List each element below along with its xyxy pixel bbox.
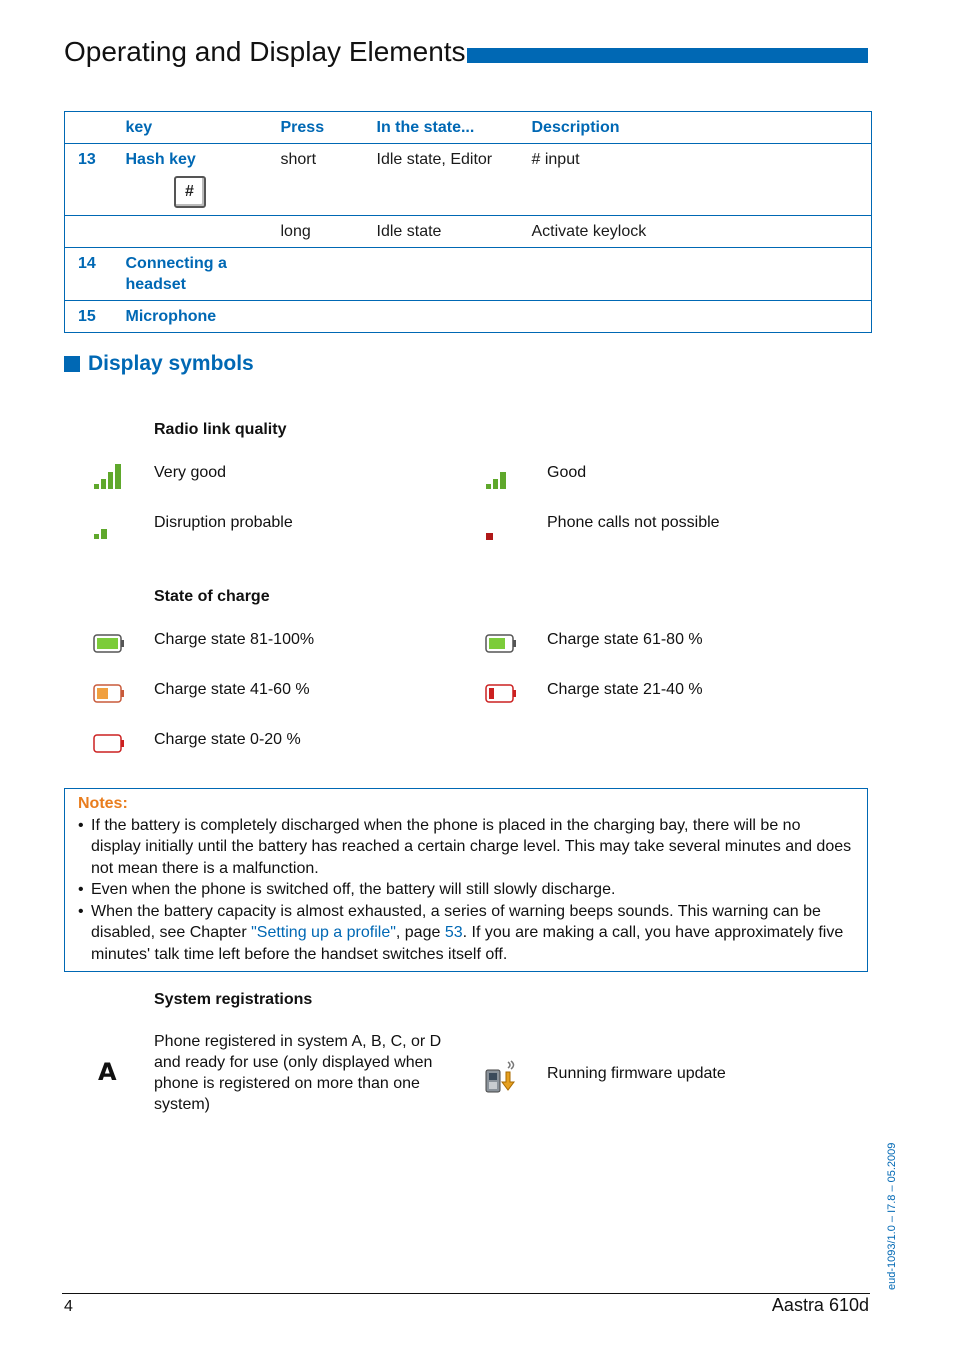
system-registered-label: Phone registered in system A, B, C, or D and ready for use (only displayed when phone is registered on more than one system) <box>154 1033 442 1113</box>
row-num: 15 <box>65 301 126 333</box>
row-state <box>377 301 532 333</box>
page-number: 4 <box>64 1298 73 1315</box>
row-press: short <box>281 144 377 216</box>
row-state: Idle state <box>377 216 532 248</box>
table-row <box>65 144 872 216</box>
setting-up-profile-link[interactable]: "Setting up a profile" <box>251 924 396 941</box>
title-bar <box>467 48 868 63</box>
key-table <box>64 111 872 333</box>
battery-full-icon <box>92 633 126 655</box>
row-num <box>65 216 126 248</box>
table-header-row <box>65 112 872 144</box>
document-code: eud-1093/1.0 – I7.8 – 05.2009 <box>886 1142 898 1290</box>
battery-medium-icon <box>92 683 126 705</box>
radio-no-calls-label: Phone calls not possible <box>547 514 720 531</box>
charge-81-100-label: Charge state 81-100% <box>154 631 315 648</box>
note-text: , page <box>395 924 445 941</box>
charge-0-20-label: Charge state 0-20 % <box>154 731 301 748</box>
note-item <box>78 901 853 966</box>
signal-3-bars-icon <box>485 470 511 491</box>
square-bullet-icon <box>64 356 80 372</box>
table-row <box>65 248 872 301</box>
row-press <box>281 301 377 333</box>
notes-title: Notes: <box>78 795 128 812</box>
radio-link-title: Radio link quality <box>154 421 287 438</box>
page-53-link[interactable]: 53 <box>444 924 463 941</box>
notes-list <box>78 815 853 966</box>
row-state: Idle state, Editor <box>377 144 532 216</box>
header-key: key <box>126 112 281 144</box>
row-description <box>532 301 872 333</box>
row-key: Connecting a headset <box>126 248 281 301</box>
system-letter-icon: A <box>98 1058 117 1086</box>
firmware-update-icon <box>484 1060 520 1096</box>
radio-very-good-label: Very good <box>154 464 227 481</box>
charge-title: State of charge <box>154 588 270 605</box>
table-row <box>65 301 872 333</box>
row-num: 13 <box>65 144 126 216</box>
table-row <box>65 216 872 248</box>
note-text: . If you are making a call, you have approximately five minutes' talk time left before the handset switches itself off. <box>91 924 844 963</box>
row-description <box>532 248 872 301</box>
row-key: Microphone <box>126 301 281 333</box>
row-state <box>377 248 532 301</box>
note-item: • Even when the phone is switched off, the battery will still slowly discharge. <box>78 879 853 901</box>
signal-2-bars-icon <box>93 528 111 542</box>
note-text: When the battery capacity is almost exhausted, a series of warning beeps sounds. This warning can be disabled, see Chapter <box>91 902 821 941</box>
header-description: Description <box>532 112 872 144</box>
hash-key-icon: # <box>174 176 206 208</box>
radio-good-label: Good <box>547 464 587 481</box>
product-name: Aastra 610d <box>771 1295 869 1315</box>
footer-divider <box>62 1293 870 1294</box>
radio-disruption-label: Disruption probable <box>154 514 293 531</box>
header-press: Press <box>281 112 377 144</box>
signal-4-bars-icon <box>93 462 125 490</box>
signal-none-icon <box>485 531 495 541</box>
firmware-update-label: Running firmware update <box>547 1065 726 1082</box>
charge-41-60-label: Charge state 41-60 % <box>154 681 310 698</box>
header-num <box>65 112 126 144</box>
row-description: # input <box>532 144 872 216</box>
display-symbols-title: Display symbols <box>88 352 254 375</box>
row-key-label: Hash key <box>125 151 196 168</box>
header-state: In the state... <box>377 112 532 144</box>
display-symbols-heading <box>64 352 254 376</box>
system-registrations-title: System registrations <box>154 991 313 1008</box>
page-title: Operating and Display Elements <box>64 36 466 67</box>
battery-low-icon <box>484 683 518 705</box>
row-description: Activate keylock <box>532 216 872 248</box>
row-press: long <box>281 216 377 248</box>
row-key <box>126 216 281 248</box>
battery-empty-icon <box>92 733 126 755</box>
note-item: • If the battery is completely discharged when the phone is placed in the charging bay, there will be no display initially until the battery has reached a certain charge level. This may take several minutes and does not mean there is a malfunction. <box>78 815 853 880</box>
charge-61-80-label: Charge state 61-80 % <box>547 631 703 648</box>
row-press <box>281 248 377 301</box>
row-num: 14 <box>65 248 126 301</box>
row-key <box>126 144 281 216</box>
notes-box <box>64 788 868 972</box>
charge-21-40-label: Charge state 21-40 % <box>547 681 703 698</box>
battery-high-icon <box>484 633 518 655</box>
